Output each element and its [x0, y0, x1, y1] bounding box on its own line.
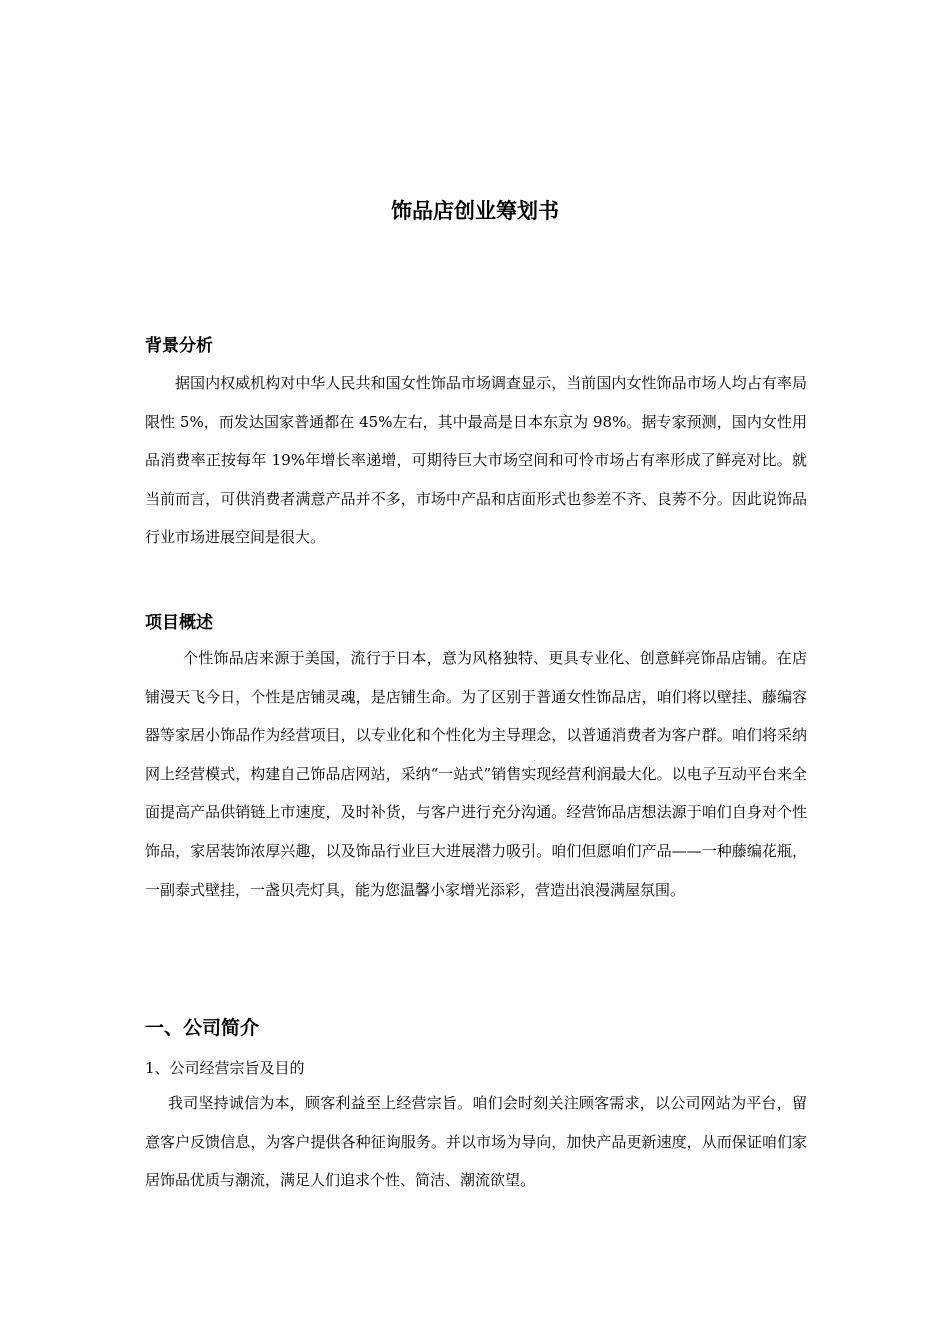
section-paragraph: 个性饰品店来源于美国，流行于日本，意为风格独特、更具专业化、创意鲜亮饰品店铺。在店铺漫天飞今日，个性是店铺灵魂，是店铺生命。为了区别于普通女性饰品店，咱们将以壁挂、藤编容器等家居小饰品作为经营项目，以专业化和个性化为主导理念，以普通消费者为客户群。咱们将采纳网上经营模式，构建自己饰品店网站，采纳“一站式”销售实现经营利润最大化。以电子互动平台来全面提高产品供销链上市速度，及时补货，与客户进行充分沟通。经营饰品店想法源于咱们自身对个性饰品，家居装饰浓厚兴趣，以及饰品行业巨大进展潜力吸引。咱们但愿咱们产品——一种藤编花瓶，一副泰式壁挂，一盏贝壳灯具，能为您温馨小家增光添彩，营造出浪漫满屋氛围。 [145, 649, 807, 899]
document-title: 饰品店创业筹划书 [391, 199, 559, 223]
section-subheading: 1、公司经营宗旨及目的 [145, 1059, 305, 1077]
section-company-profile [145, 1016, 807, 1200]
section-heading: 项目概述 [145, 613, 213, 633]
section-heading: 一、公司简介 [145, 1017, 260, 1039]
section-project-overview [145, 611, 807, 909]
section-paragraph: 据国内权威机构对中华人民共和国女性饰品市场调查显示，当前国内女性饰品市场人均占有率局限性 5%，而发达国家普通都在 45%左右，其中最高是日本东京为 98%。据专家预测，国内女性用品消费率正按每年 19%年增长率递增，可期待巨大市场空间和可怜市场占有率形成了鲜亮对比。就当前而言，可供消费者满意产品并不多，市场中产品和店面形式也参差不齐、良莠不分。因此说饰品行业市场进展空间是很大。 [145, 374, 807, 547]
section-heading: 背景分析 [145, 336, 213, 356]
section-paragraph: 我司坚持诚信为本，顾客利益至上经营宗旨。咱们会时刻关注顾客需求，以公司网站为平台，留意客户反馈信息，为客户提供各种征询服务。并以市场为导向，加快产品更新速度，从而保证咱们家居饰品优质与潮流，满足人们追求个性、简洁、潮流欲望。 [145, 1094, 807, 1190]
section-background-analysis [145, 334, 807, 557]
